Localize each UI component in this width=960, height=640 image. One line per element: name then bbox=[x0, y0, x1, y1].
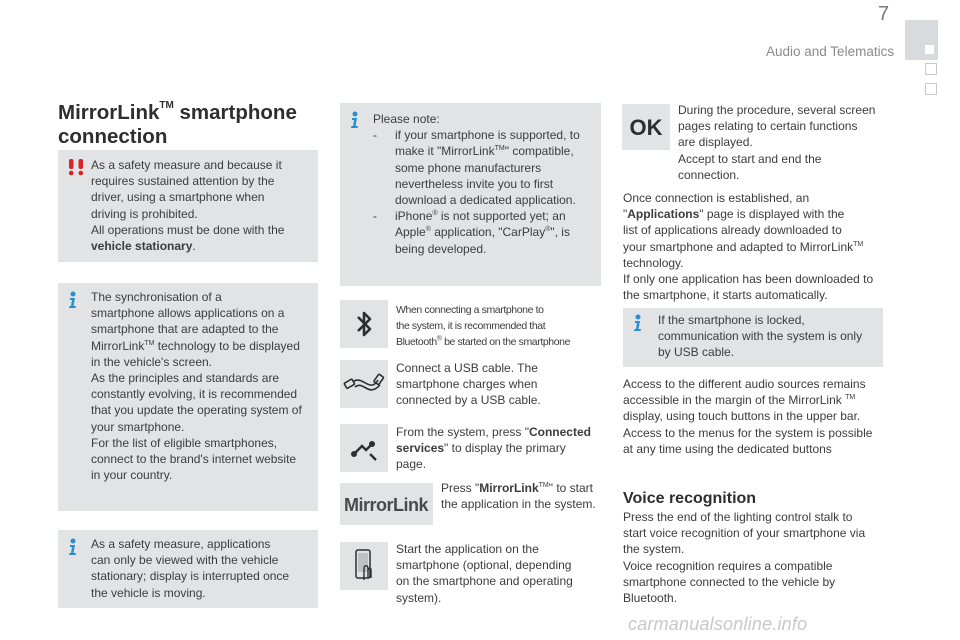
chapter-tab bbox=[925, 83, 937, 95]
mirrorlink-logo-text: MirrorLink bbox=[344, 495, 429, 515]
ok-button-label: OK bbox=[629, 115, 663, 140]
info-box-safety: As a safety measure, applications can only be viewed with the vehicle stationary; display is interrupted once the vehicle is moving. bbox=[58, 530, 318, 608]
ok-instruction: During the procedure, several screen pages relating to certain functions are displayed. Accept to start and end the connection. bbox=[678, 103, 876, 182]
mirrorlink-logo bbox=[340, 483, 433, 525]
page-number: 7 bbox=[878, 3, 890, 25]
info-icon bbox=[66, 538, 80, 556]
info-box-synchronisation: The synchronisation of a smartphone allows applications on a smartphone that are adapted to the MirrorLink™ technology to be displayed in the vehicle's screen. As the principles and standards are constantly evolving, it is recommended that you update the operating system of your smartphone. For the list of eligible smartphones, connect to the brand's internet website in your country. bbox=[58, 283, 318, 511]
info-icon bbox=[348, 111, 362, 129]
text-line: All operations must be done with the bbox=[91, 222, 285, 237]
info-box-locked: If the smartphone is locked, communication with the system is only by USB cable. bbox=[623, 308, 883, 367]
voice-recognition-paragraph: Press the end of the lighting control stalk to start voice recognition of your smartphone via the system. Voice recognition requires a compatible smartphone connected to the vehicle by Bluetooth. bbox=[623, 510, 866, 606]
watermark: carmanualsonline.info bbox=[628, 614, 808, 634]
access-paragraph: Access to the different audio sources remains accessible in the margin of the MirrorLink ™ display, using touch buttons in the upper bar. Access to the menus for the system is possible at any time using the dedicated buttons bbox=[623, 377, 873, 456]
mirrorlink-instruction: Press "MirrorLink™" to start the application in the system. bbox=[441, 481, 596, 512]
info-icon bbox=[66, 291, 80, 309]
voice-recognition-heading: Voice recognition bbox=[623, 490, 757, 507]
text-line: requires sustained attention by the bbox=[91, 174, 275, 189]
mirrorlink-logo-button[interactable] bbox=[340, 483, 433, 525]
info-box-note: Please note: - if your smartphone is supported, to make it "MirrorLink™" compatible, some phone manufacturers nevertheless invite you to first download a dedicated application. - iPhone® is not supported yet; an Apple® application, "CarPlay®", is being developed. bbox=[340, 103, 601, 286]
chapter-tab bbox=[925, 63, 937, 75]
bluetooth-instruction: When connecting a smartphone to the system, it is recommended that Bluetooth® be started on the smartphone bbox=[396, 304, 571, 348]
usb-instruction: Connect a USB cable. The smartphone charges when connected by a USB cable. bbox=[396, 361, 541, 408]
smartphone-picture bbox=[340, 542, 388, 590]
bluetooth-picture bbox=[340, 300, 388, 348]
warning-icon bbox=[66, 158, 86, 176]
smartphone-touch-icon bbox=[340, 542, 388, 590]
text-line: driver, using a smartphone when bbox=[91, 190, 265, 205]
emphasis-text: vehicle stationary bbox=[91, 239, 193, 254]
usb-cable-icon bbox=[340, 360, 388, 408]
info-icon bbox=[631, 314, 645, 332]
connected-services-picture bbox=[340, 424, 388, 472]
section-title: Audio and Telematics bbox=[766, 44, 895, 59]
warning-box: As a safety measure and because it requires sustained attention by the driver, using a smartphone when driving is prohibited. All operations must be done with the vehicle stationary. bbox=[58, 150, 318, 262]
connection-paragraph: Once connection is established, an "Applications" page is displayed with the list of applications already downloaded to your smartphone and adapted to MirrorLink™ technology. If only one application has been downloaded to the smartphone, it starts automatically. bbox=[623, 191, 874, 303]
bluetooth-icon bbox=[340, 300, 388, 348]
page-title: MirrorLink™ smartphone connection bbox=[58, 100, 297, 148]
start-app-instruction: Start the application on the smartphone (optional, depending on the smartphone and operating system). bbox=[396, 542, 573, 605]
chapter-tab-active bbox=[905, 20, 938, 60]
connected-services-instruction: From the system, press "Connected services" to display the primary page. bbox=[396, 425, 591, 472]
text-line: driving is prohibited. bbox=[91, 206, 198, 221]
connected-services-icon bbox=[340, 424, 388, 472]
ok-button-picture[interactable] bbox=[622, 104, 670, 150]
text-line: As a safety measure and because it bbox=[91, 158, 282, 172]
usb-cable-picture bbox=[340, 360, 388, 408]
